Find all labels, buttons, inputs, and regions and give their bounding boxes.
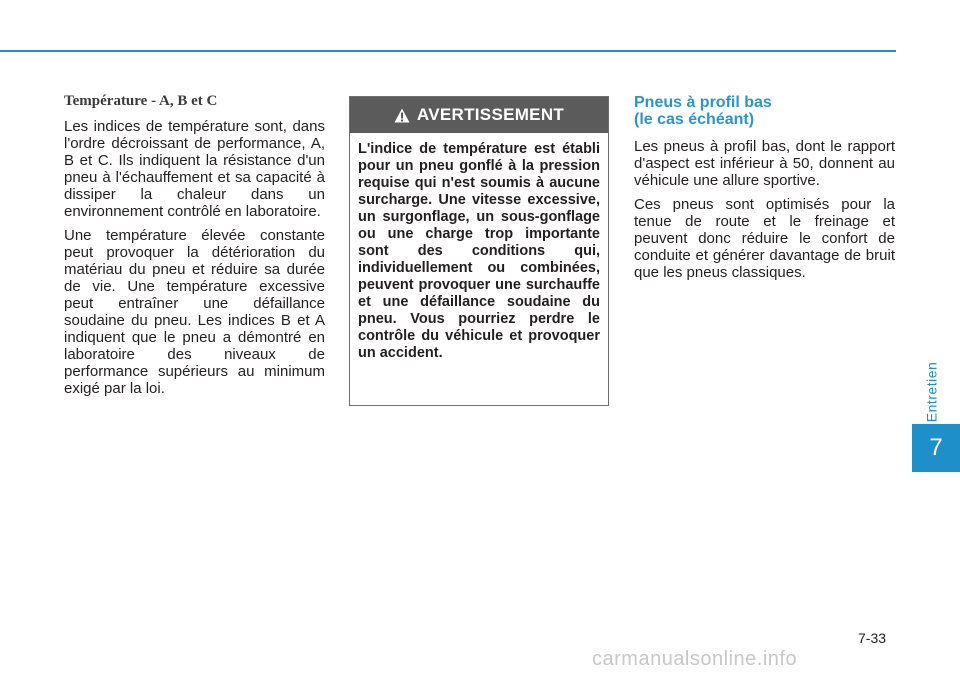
paragraph: Une température élevée constante peut provoquer la détérioration du matériau du pneu et réduire sa durée de vie. Une température excessive peut entraîner une défaillance soudaine du pneu. Les indices B et A indiquent que le pneu a démontré en laboratoire des niveaux de performance supérieurs au minimum exigé par la loi. [64,227,325,397]
warning-text: L'indice de température est établi pour un pneu gonflé à la pression requise qui n'est soumis à aucune surcharge. Une vitesse excessive, un surgonflage, un sous-gonflage ou une charge trop importante sont des conditions qui, individuellement ou combinées, peuvent provoquer une surchauffe et une défaillance soudaine du pneu. Vous pourriez perdre le contrôle du véhicule et provoquer un accident. [358,141,600,361]
left-column [64,92,325,404]
section-title [634,94,895,128]
warning-title: AVERTISSEMENT [416,105,565,124]
right-column [634,92,895,288]
section-title-line2: (le cas échéant) [634,111,755,128]
paragraph: Les pneus à profil bas, dont le rapport d'aspect est inférieur à 50, donnent au véhicule une allure sportive. [634,138,895,189]
paragraph: Les indices de température sont, dans l'ordre décroissant de performance, A, B et C. Ils indiquent la résistance d'un pneu à l'échauffement et sa capacité à dissiper la chaleur dans un environnement contrôlé en laboratoire. [64,118,325,220]
warning-header [350,97,608,133]
top-divider [0,50,896,52]
section-title-line1: Pneus à profil bas [634,94,772,111]
page-number: 7-33 [858,630,887,646]
warning-box [349,96,609,406]
paragraph: Ces pneus sont optimisés pour la tenue de route et le freinage et peuvent donc réduire le confort de conduite et générer davantage de bruit que les pneus classiques. [634,196,895,281]
warning-triangle-icon [394,108,410,123]
chapter-name: Entretien [923,361,940,423]
subheading-temperature: Température - A, B et C [64,93,218,109]
chapter-tab-label [908,352,954,432]
watermark: carmanualsonline.info [592,648,798,670]
chapter-number-tab: 7 [912,424,960,472]
